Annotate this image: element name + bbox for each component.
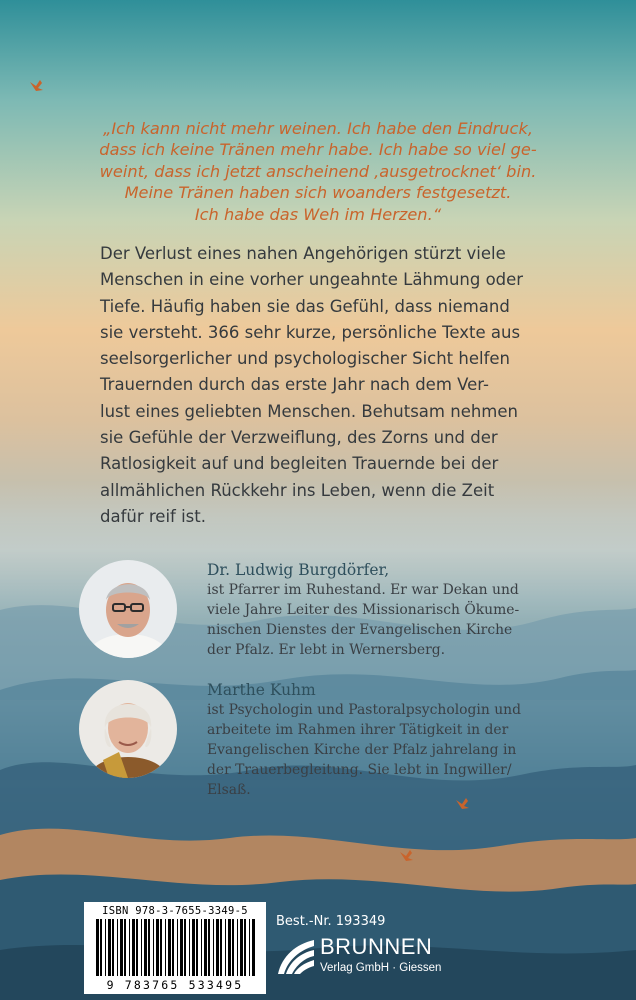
barcode-bar xyxy=(213,919,214,976)
barcode-bar xyxy=(249,919,250,976)
barcode-bar xyxy=(192,919,195,976)
barcode-bar xyxy=(165,919,166,976)
barcode-bar xyxy=(252,919,255,976)
barcode-bar xyxy=(117,919,118,976)
barcode-bar xyxy=(132,919,135,976)
barcode-bar xyxy=(96,919,99,976)
barcode-bar xyxy=(189,919,190,976)
barcode-bar xyxy=(237,919,238,976)
author-portrait-kuhm xyxy=(79,680,177,778)
barcode-bar xyxy=(201,919,202,976)
author-bio-line: Evangelischen Kirche der Pfalz jahrelang in xyxy=(207,742,517,758)
publisher-logo xyxy=(276,934,466,982)
author-bio-line: der Trauerbegleitung. Sie lebt in Ingwiller/ xyxy=(207,762,512,778)
barcode-bar xyxy=(216,919,219,976)
barcode-bar xyxy=(160,919,162,976)
description-line: lust eines geliebten Menschen. Behutsam nehmen xyxy=(100,401,518,421)
barcode-bar xyxy=(112,919,114,976)
quote-line: Meine Tränen haben sich woanders festgesetzt. xyxy=(124,183,512,203)
author-bio-line: Elsaß. xyxy=(207,782,251,798)
author-info-burgdoerfer xyxy=(207,560,617,660)
barcode-bar xyxy=(129,919,130,976)
description-line: Tiefe. Häufig haben sie das Gefühl, dass niemand xyxy=(100,296,510,316)
barcode-bar xyxy=(177,919,178,976)
author-bio-line: viele Jahre Leiter des Missionarisch Ökume- xyxy=(207,602,520,618)
quote-line: weint, dass ich jetzt anscheinend ‚ausgetrocknet‘ bin. xyxy=(99,161,537,181)
barcode-bar xyxy=(108,919,111,976)
barcode-bar xyxy=(148,919,150,976)
description-line: dafür reif ist. xyxy=(100,506,206,526)
author-bio xyxy=(207,580,617,660)
description-line: allmählichen Rückkehr ins Leben, wenn die Zeit xyxy=(100,480,495,500)
description-line: seelsorgerlicher und psychologischer Sicht helfen xyxy=(100,349,511,369)
barcode-bar xyxy=(144,919,147,976)
quote-line: dass ich keine Tränen mehr habe. Ich habe so viel ge- xyxy=(99,140,537,160)
barcode-bar xyxy=(136,919,138,976)
barcode-bar xyxy=(100,919,102,976)
author-bio-line: arbeitete im Rahmen ihrer Tätigkeit in der xyxy=(207,722,509,738)
barcode-bar xyxy=(184,919,186,976)
author-name: Marthe Kuhm xyxy=(207,681,316,699)
isbn-barcode xyxy=(84,902,266,994)
description-line: sie Gefühle der Verzweiflung, des Zorns und der xyxy=(100,428,498,448)
barcode-bar xyxy=(204,919,207,976)
description-line: Menschen in eine vorher ungeahnte Lähmung oder xyxy=(100,270,524,290)
barcode-bar xyxy=(168,919,171,976)
author-bio xyxy=(207,700,617,800)
author-bio-line: ist Pfarrer im Ruhestand. Er war Dekan und xyxy=(207,582,519,598)
barcode-bar xyxy=(225,919,226,976)
quote-line: Ich habe das Weh im Herzen.“ xyxy=(194,204,442,224)
barcode-bar xyxy=(196,919,198,976)
barcode-bar xyxy=(141,919,142,976)
author-portrait-burgdoerfer xyxy=(79,560,177,658)
brunnen-logo-icon xyxy=(276,936,316,980)
barcode-bar xyxy=(240,919,243,976)
isbn-label: ISBN 978-3-7655-3349-5 xyxy=(102,905,248,917)
barcode-bar xyxy=(208,919,210,976)
quote-line: „Ich kann nicht mehr weinen. Ich habe den Eindruck, xyxy=(103,119,533,138)
publisher-subtitle: Verlag GmbH · Giessen xyxy=(320,962,442,974)
author-bio-line: der Pfalz. Er lebt in Wernersberg. xyxy=(207,642,446,658)
quote-block xyxy=(60,118,576,225)
barcode-bar xyxy=(172,919,174,976)
barcode-bar xyxy=(244,919,246,976)
description-block xyxy=(100,241,560,530)
author-bio-line: ist Psychologin und Pastoralpsychologin und xyxy=(207,702,521,718)
barcode-bar xyxy=(180,919,183,976)
barcode-bar xyxy=(228,919,231,976)
description-line: sie versteht. 366 sehr kurze, persönliche Texte aus xyxy=(100,322,521,342)
barcode-bar xyxy=(220,919,222,976)
description-line: Der Verlust eines nahen Angehörigen stürzt viele xyxy=(100,244,506,263)
author-name: Dr. Ludwig Burgdörfer, xyxy=(207,561,390,579)
barcode-bar xyxy=(105,919,106,976)
barcode-bar xyxy=(156,919,159,976)
description-line: Trauernden durch das erste Jahr nach dem Ver- xyxy=(100,375,489,395)
barcode-bar xyxy=(124,919,126,976)
publisher-name: BRUNNEN xyxy=(320,934,433,959)
isbn-digits: 9 783765 533495 xyxy=(106,978,244,992)
order-number: Best.-Nr. 193349 xyxy=(276,914,386,929)
barcode-bar xyxy=(153,919,154,976)
barcode-bar xyxy=(120,919,123,976)
description-line: Ratlosigkeit auf und begleiten Trauernde bei der xyxy=(100,454,499,474)
barcode-bar xyxy=(232,919,234,976)
author-info-kuhm xyxy=(207,680,617,800)
author-bio-line: nischen Dienstes der Evangelischen Kirche xyxy=(207,622,513,638)
